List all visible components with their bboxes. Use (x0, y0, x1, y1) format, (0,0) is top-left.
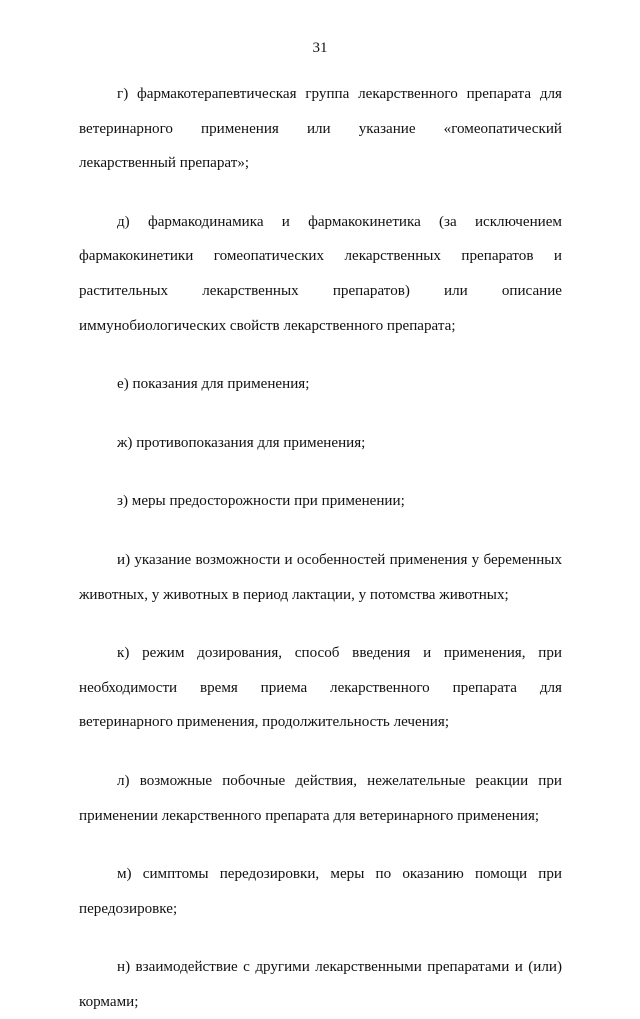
page-number: 31 (312, 40, 328, 56)
list-item-n: н) взаимодействие с другими лекарственными препаратами и (или) кормами; (79, 959, 562, 1010)
list-item-m: м) симптомы передозировки, меры по оказанию помощи при передозировке; (79, 866, 562, 917)
list-item-e: е) показания для применения; (117, 376, 310, 393)
list-item-l: л) возможные побочные действия, нежелательные реакции при применении лекарственного препарата для ветеринарного применения; (79, 772, 562, 824)
document-body (79, 77, 562, 1019)
list-item-k: к) режим дозирования, способ введения и применения, при необходимости время приема лекарственного препарата для ветеринарного применения, продолжительность лечения; (79, 645, 562, 731)
list-item-g: г) фармакотерапевтическая группа лекарственного препарата для ветеринарного применения или указание «гомеопатический лекарственный препарат»; (79, 86, 562, 172)
list-item-zh: ж) противопоказания для применения; (117, 434, 366, 451)
list-item-z: з) меры предосторожности при применении; (117, 493, 405, 510)
list-item-d: д) фармакодинамика и фармакокинетика (за исключением фармакокинетики гомеопатических лекарственных препаратов и растительных лекарственных препаратов) или описание иммунобиологических свойств лекарственного препарата; (79, 213, 562, 334)
list-item-i: и) указание возможности и особенностей применения у беременных животных, у животных в период лактации, у потомства животных; (79, 551, 562, 603)
